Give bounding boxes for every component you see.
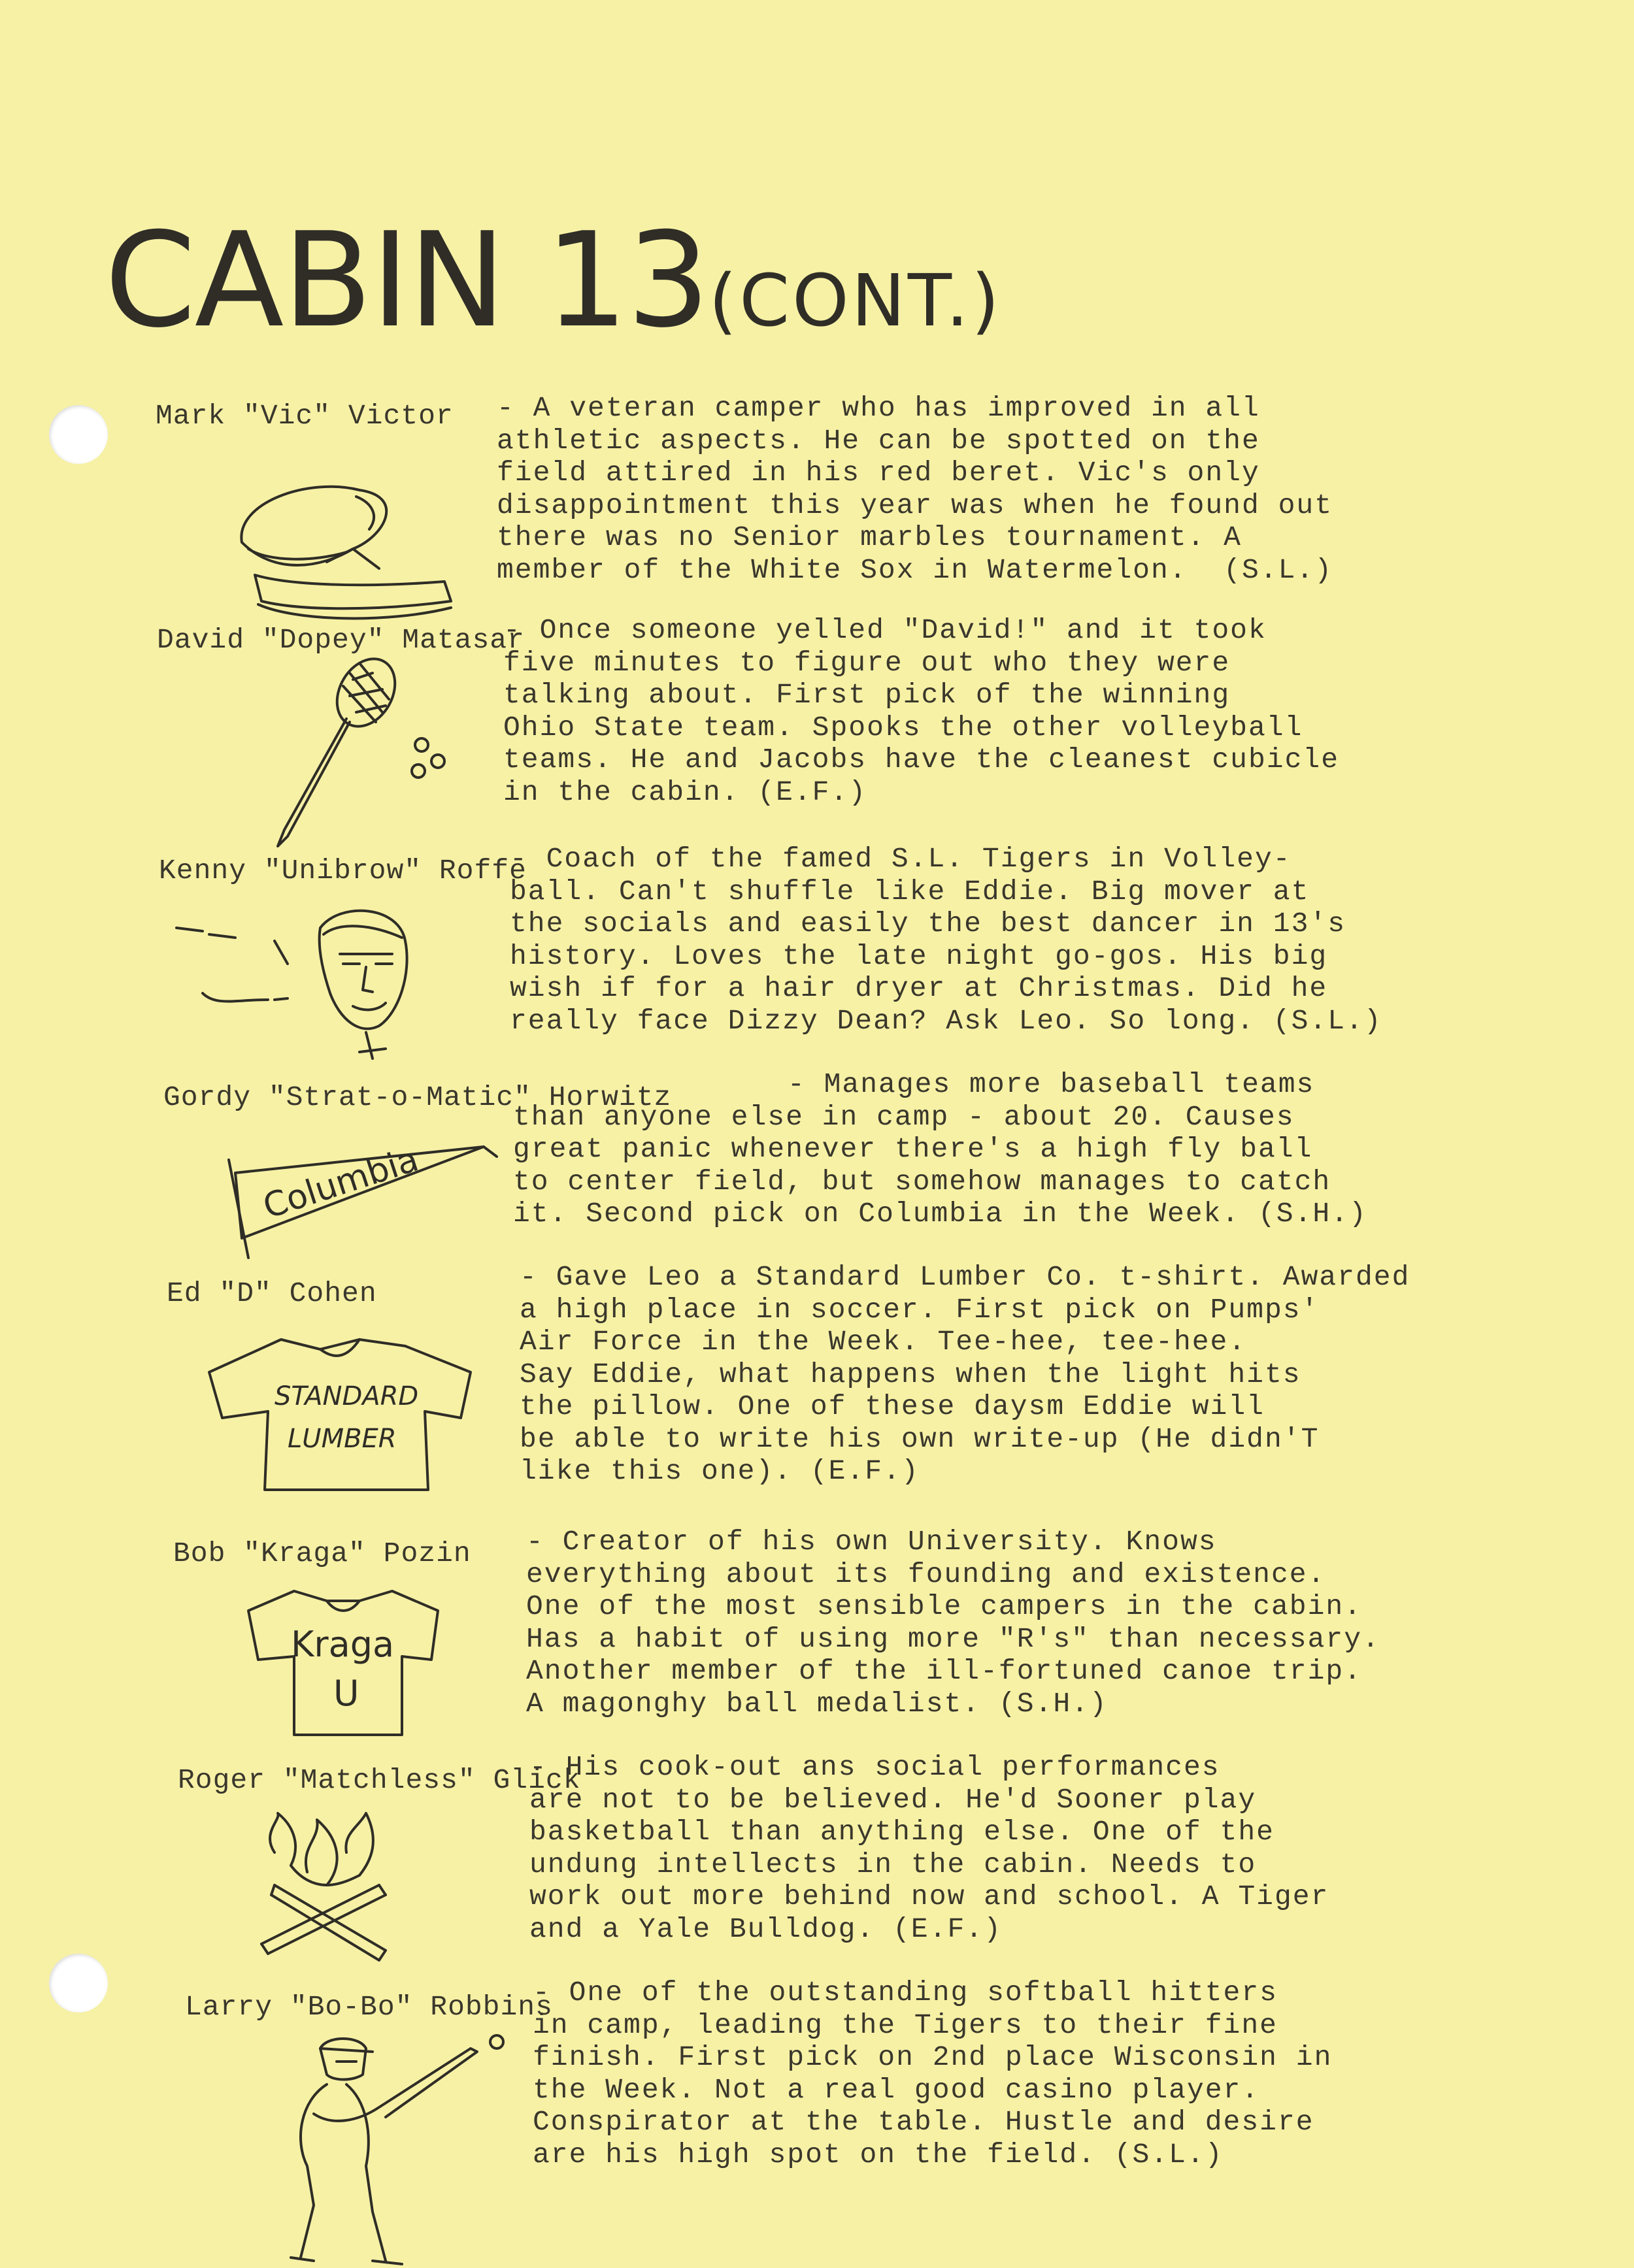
description-line: - Coach of the famed S.L. Tigers in Volley- <box>510 843 1292 875</box>
description-line: everything about its founding and existence. <box>526 1558 1326 1590</box>
camper-name: Bob "Kraga" Pozin <box>173 1537 471 1570</box>
title-main: CABIN 13 <box>105 205 709 357</box>
camper-name: Roger "Matchless" Glick <box>178 1764 581 1796</box>
description-line: are his high spot on the field. (S.L.) <box>533 2138 1224 2171</box>
description-line: to center field, but somehow manages to catch <box>513 1165 1331 1198</box>
description-line: ball. Can't shuffle like Eddie. Big mover at <box>510 875 1310 908</box>
camper-description <box>510 843 1382 1037</box>
description-line: in the cabin. (E.F.) <box>503 776 867 808</box>
description-line: great panic whenever there's a high fly ball <box>513 1133 1313 1165</box>
camper-name: Mark "Vic" Victor <box>156 400 454 432</box>
description-line: field attired in his red beret. Vic's only <box>497 457 1260 489</box>
batter-drawing <box>275 2035 510 2268</box>
description-line: talking about. First pick of the winning <box>503 679 1231 711</box>
description-line: really face Dizzy Dean? Ask Leo. So long. (S.L.) <box>510 1004 1382 1037</box>
title-suffix: (CONT.) <box>709 259 1002 342</box>
camper-name: Larry "Bo-Bo" Robbins <box>185 1991 553 2023</box>
description-line: - Once someone yelled "David!" and it took <box>503 614 1267 646</box>
camper-name: Kenny "Unibrow" Roffe <box>159 855 527 887</box>
pennant-label: Columbia <box>258 1140 424 1227</box>
description-line: - Creator of his own University. Knows <box>526 1526 1217 1558</box>
page-title <box>105 205 1002 357</box>
camper-description <box>513 1068 1367 1230</box>
description-line: be able to write his own write-up (He didn'T <box>520 1422 1320 1455</box>
tshirt-label-line-2: LUMBER <box>288 1424 397 1454</box>
shirt-label: Kraga <box>291 1624 395 1665</box>
face-drawing <box>176 902 425 1072</box>
description-line: it. Second pick on Columbia in the Week. (S.H.) <box>513 1198 1367 1230</box>
description-line: One of the most sensible campers in the cabin. <box>526 1590 1362 1622</box>
description-line: are not to be believed. He'd Sooner play <box>529 1783 1257 1816</box>
pennant-drawing <box>222 1127 503 1271</box>
racket-drawing <box>261 647 458 856</box>
description-line: the Week. Not a real good casino player. <box>533 2073 1260 2106</box>
description-line: work out more behind now and school. A Tiger <box>529 1881 1329 1913</box>
description-line: a high place in soccer. First pick on Pumps' <box>520 1293 1320 1326</box>
description-line: member of the White Sox in Watermelon. (S.L.) <box>497 553 1333 586</box>
description-line: - His cook-out ans social performances <box>529 1751 1220 1783</box>
description-line: there was no Senior marbles tournament. A <box>497 521 1242 553</box>
camper-description <box>526 1526 1380 1720</box>
camper-description <box>529 1751 1329 1945</box>
description-line: - Gave Leo a Standard Lumber Co. t-shirt. Awarded <box>520 1261 1410 1293</box>
tshirt-label-line-1: STANDARD <box>275 1381 419 1411</box>
description-line: Another member of the ill-fortuned canoe trip. <box>526 1655 1362 1687</box>
description-line: finish. First pick on 2nd place Wisconsin in <box>533 2041 1333 2073</box>
punch-hole-bottom <box>49 1954 108 2013</box>
description-line: history. Loves the late night go-gos. His big <box>510 940 1328 972</box>
description-line: Ohio State team. Spooks the other volleyball <box>503 711 1303 744</box>
camper-name: David "Dopey" Matasar <box>157 624 525 656</box>
description-line: - Manages more baseball teams <box>788 1068 1315 1100</box>
punch-hole-top <box>49 405 108 464</box>
description-line: five minutes to figure out who they were <box>503 646 1231 679</box>
description-line: in camp, leading the Tigers to their fine <box>533 2009 1278 2041</box>
description-line: wish if for a hair dryer at Christmas. Did he <box>510 972 1328 1004</box>
description-line: Say Eddie, what happens when the light hits <box>520 1358 1301 1390</box>
description-line: athletic aspects. He can be spotted on the <box>497 424 1260 457</box>
description-line: the pillow. One of these daysm Eddie will <box>520 1390 1265 1422</box>
description-line: undung intellects in the cabin. Needs to <box>529 1848 1257 1881</box>
description-line: than anyone else in camp - about 20. Causes <box>513 1100 1295 1133</box>
description-line: disappointment this year was when he found out <box>497 489 1333 521</box>
description-line: Has a habit of using more "R's" than necessary. <box>526 1622 1380 1655</box>
camper-name: Gordy "Strat-o-Matic" Horwitz <box>163 1081 672 1113</box>
description-line: teams. He and Jacobs have the cleanest cubicle <box>503 744 1339 776</box>
shirt-drawing <box>242 1585 451 1741</box>
shirt-letter: U <box>333 1673 359 1714</box>
description-line: - A veteran camper who has improved in all <box>497 392 1260 424</box>
campfire-drawing <box>255 1813 399 1964</box>
beret-drawing <box>229 470 464 634</box>
description-line: Air Force in the Week. Tee-hee, tee-hee. <box>520 1326 1247 1358</box>
description-line: like this one). (E.F.) <box>520 1455 920 1487</box>
camper-description <box>520 1261 1410 1488</box>
tshirt-drawing <box>209 1333 484 1496</box>
description-line: basketball than anything else. One of the <box>529 1816 1275 1848</box>
description-line: - One of the outstanding softball hitters <box>533 1977 1278 2009</box>
description-line: A magonghy ball medalist. (S.H.) <box>526 1687 1108 1720</box>
camper-name: Ed "D" Cohen <box>167 1277 377 1309</box>
description-line: the socials and easily the best dancer in 13's <box>510 908 1346 940</box>
description-line: Conspirator at the table. Hustle and desire <box>533 2106 1314 2138</box>
description-line: and a Yale Bulldog. (E.F.) <box>529 1913 1002 1945</box>
camper-description <box>497 392 1333 586</box>
camper-description <box>533 1977 1332 2171</box>
camper-description <box>503 614 1339 808</box>
